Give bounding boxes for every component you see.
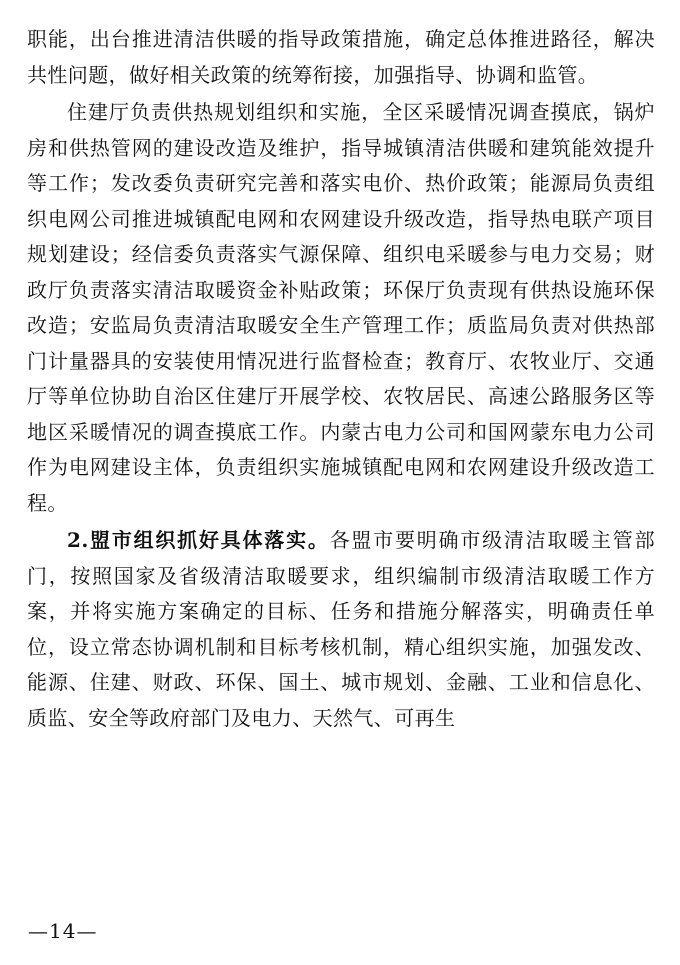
body-text <box>27 22 655 736</box>
paragraph-3-heading: 2.盟市组织抓好具体落实。 <box>67 528 330 552</box>
paragraph-3 <box>27 523 655 736</box>
paragraph-1-text: 职能，出台推进清洁供暖的指导政策措施，确定总体推进路径，解决共性问题，做好相关政策的统筹衔接，加强指导、协调和监管。 <box>27 27 655 87</box>
paragraph-2-text: 住建厅负责供热规划组织和实施，全区采暖情况调查摸底，锅炉房和供热管网的建设改造及维护，指导城镇清洁供暖和建筑能效提升等工作；发改委负责研究完善和落实电价、热价政策；能源局负责组织电网公司推进城镇配电网和农网建设升级改造，指导热电联产项目规划建设；经信委负责落实气源保障、组织电采暖参与电力交易；财政厅负责落实清洁取暖资金补贴政策；环保厅负责现有供热设施环保改造；安监局负责清洁取暖安全生产管理工作；质监局负责对供热部门计量器具的安装使用情况进行监督检查；教育厅、农牧业厅、交通厅等单位协助自治区住建厅开展学校、农牧居民、高速公路服务区等地区采暖情况的调查摸底工作。内蒙古电力公司和国网蒙东电力公司作为电网建设主体，负责组织实施城镇配电网和农网建设升级改造工程。 <box>27 100 655 515</box>
paragraph-1 <box>27 22 655 93</box>
paragraph-3-text: 各盟市要明确市级清洁取暖主管部门，按照国家及省级清洁取暖要求，组织编制市级清洁取暖工作方案，并将实施方案确定的目标、任务和措施分解落实，明确责任单位，设立常态协调机制和目标考核机制，精心组织实施，加强发改、能源、住建、财政、环保、国土、城市规划、金融、工业和信息化、质监、安全等政府部门及电力、天然气、可再生 <box>27 528 655 730</box>
paragraph-2 <box>27 95 655 521</box>
page-number: —14— <box>28 919 98 943</box>
